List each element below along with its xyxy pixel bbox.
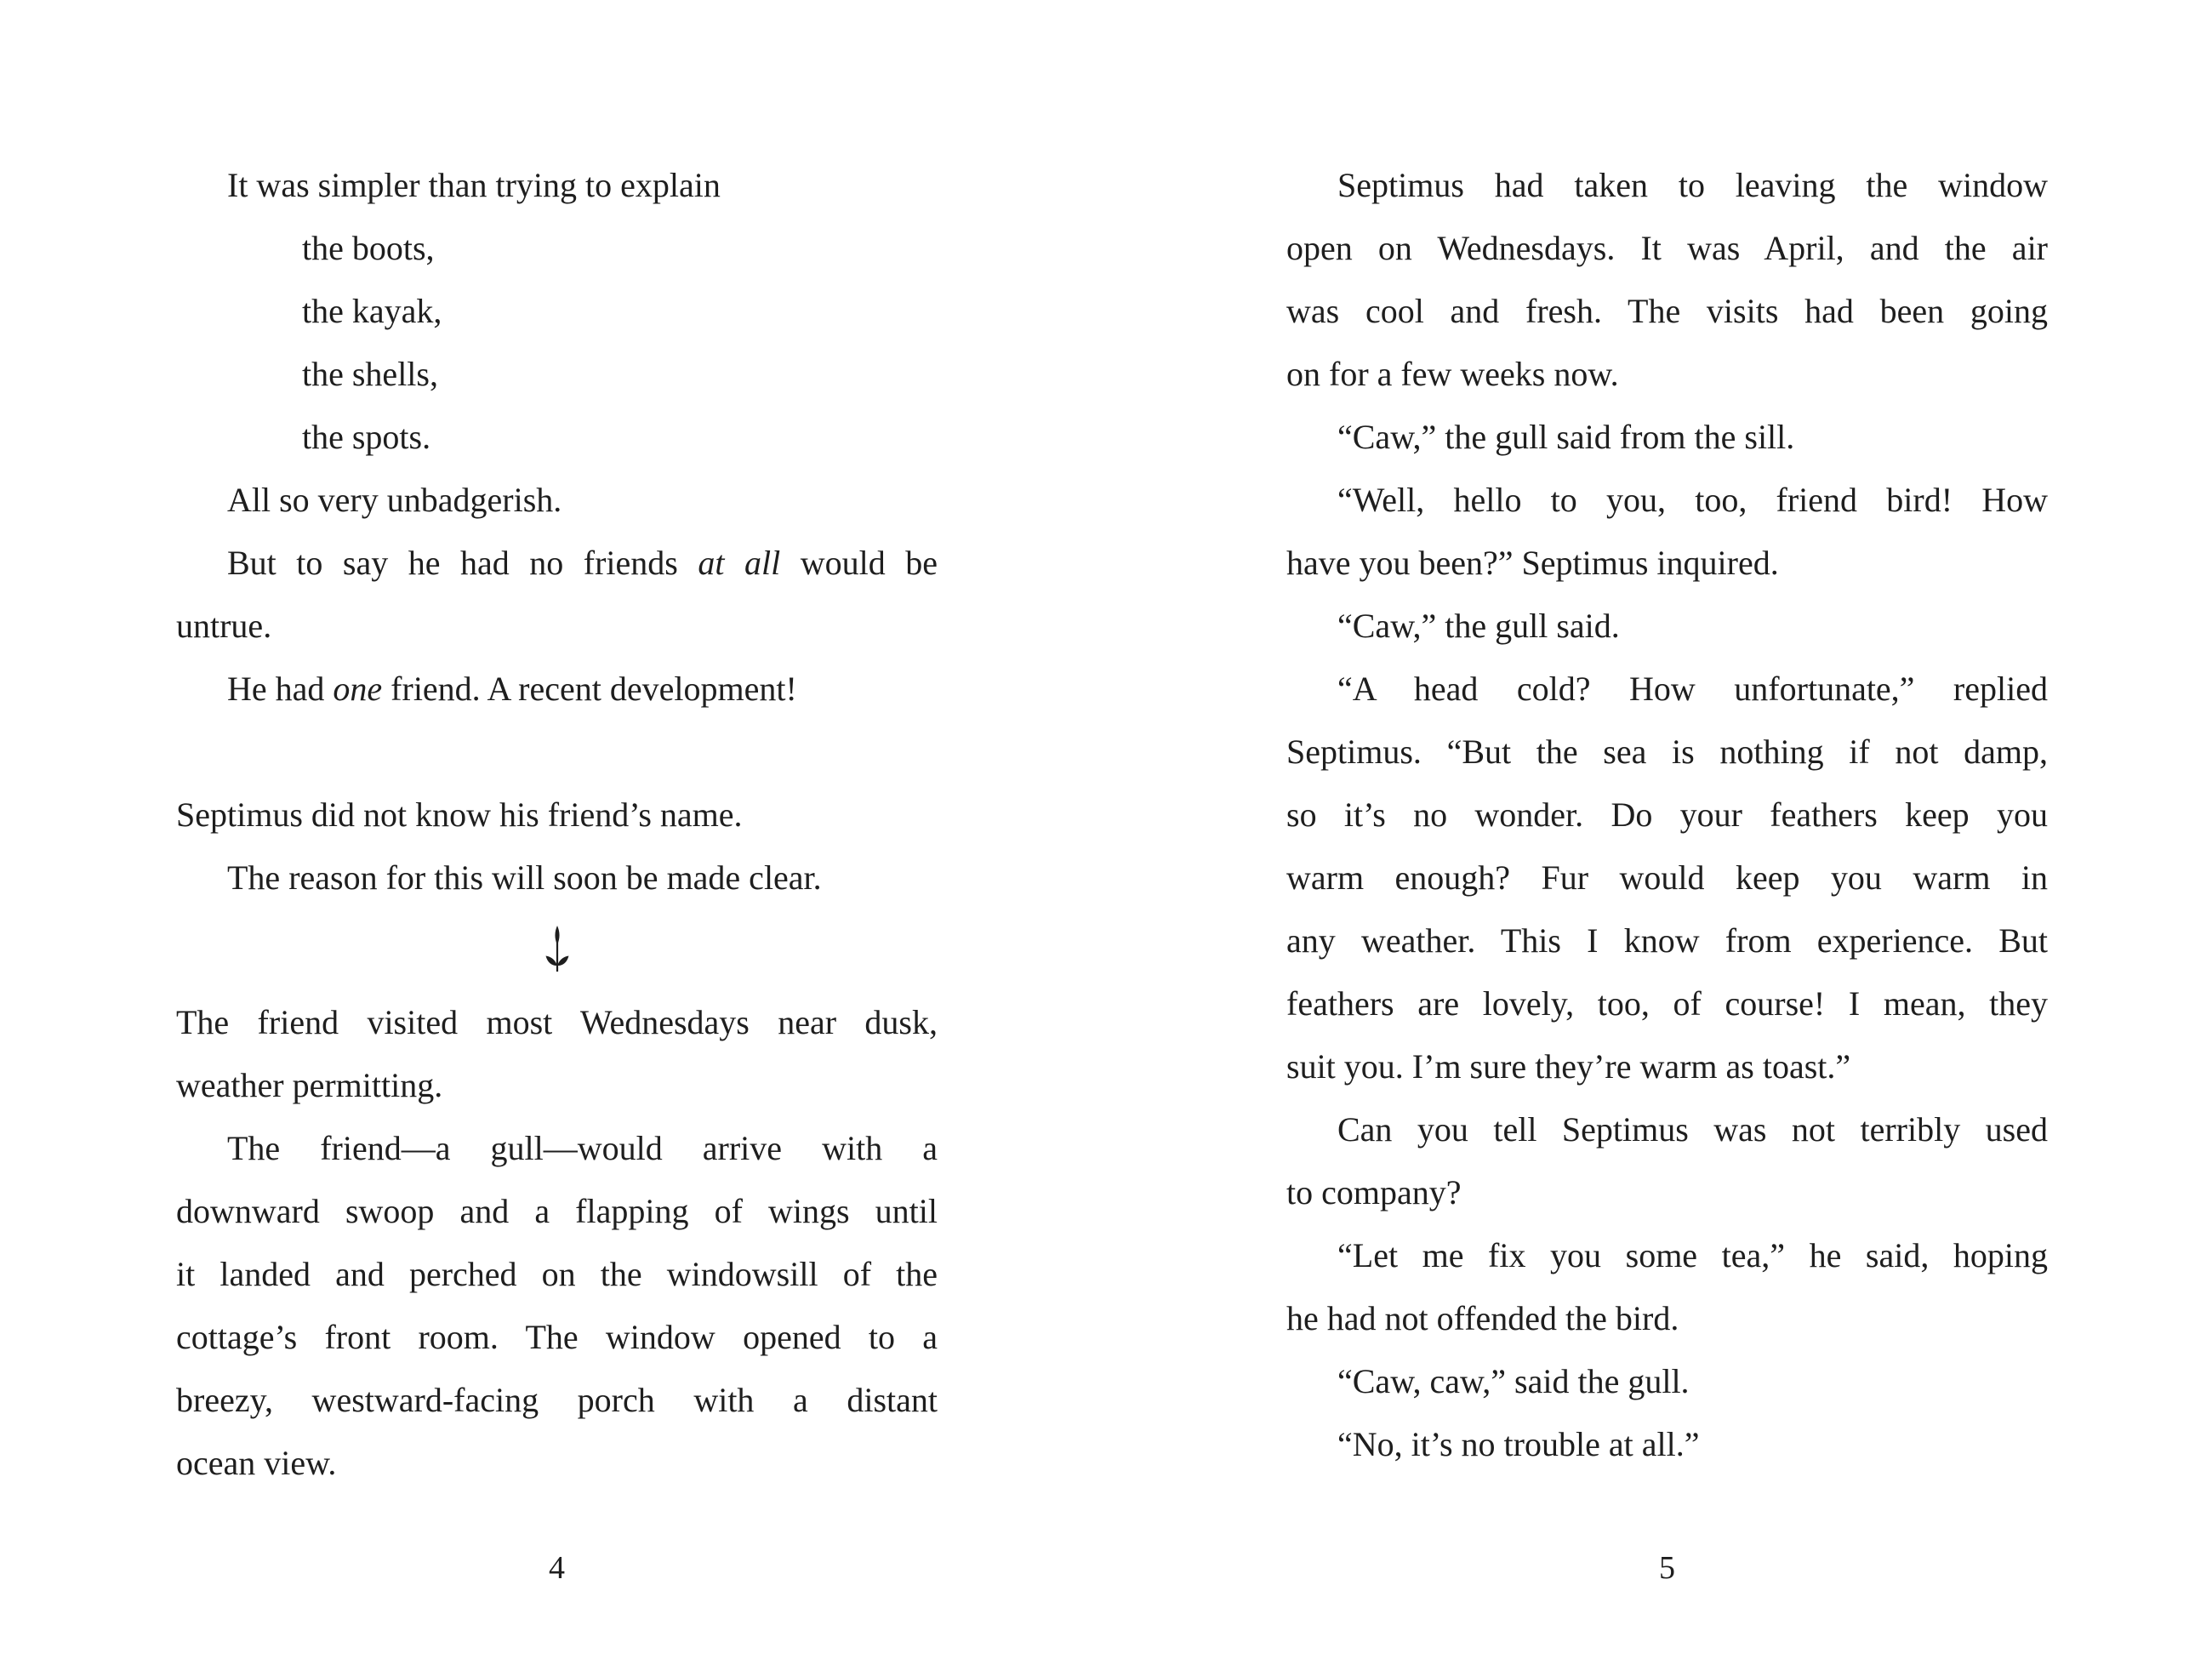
text-line <box>1286 595 2048 658</box>
text-segment: warm enough? Fur would keep you warm in <box>1286 858 2048 897</box>
text-segment: open on Wednesdays. It was April, and the air <box>1286 229 2048 267</box>
section-break-ornament <box>176 909 938 991</box>
text-line <box>1286 1350 2048 1413</box>
text-line <box>176 406 938 469</box>
text-segment: downward swoop and a flapping of wings until <box>176 1192 938 1230</box>
text-line <box>1286 1413 2048 1476</box>
text-line <box>1286 1161 2048 1224</box>
text-line <box>1286 784 2048 847</box>
text-segment: The reason for this will soon be made clear. <box>227 858 822 897</box>
text-segment: would be <box>780 544 938 582</box>
text-segment: ocean view. <box>176 1444 337 1482</box>
text-segment: suit you. I’m sure they’re warm as toast.” <box>1286 1047 1851 1086</box>
text-line <box>176 1054 938 1117</box>
right-page-number: 5 <box>1659 1550 1675 1586</box>
text-segment: the shells, <box>302 355 438 393</box>
text-segment: the boots, <box>302 229 435 267</box>
text-line <box>1286 972 2048 1035</box>
seedling-ornament-icon <box>544 926 570 975</box>
text-segment: untrue. <box>176 607 272 645</box>
text-segment: the kayak, <box>302 292 442 330</box>
text-line <box>176 532 938 595</box>
left-page-text <box>176 154 938 1495</box>
text-line <box>176 1243 938 1306</box>
text-segment: “Let me fix you some tea,” he said, hoping <box>1337 1236 2048 1274</box>
text-segment: friend. A recent development! <box>382 670 797 708</box>
text-segment: Septimus had taken to leaving the window <box>1337 166 2048 204</box>
text-segment: was cool and fresh. The visits had been going <box>1286 292 2048 330</box>
text-line <box>176 1306 938 1369</box>
text-line <box>176 847 938 909</box>
text-segment: breezy, westward-facing porch with a distant <box>176 1381 938 1419</box>
text-line <box>1286 217 2048 280</box>
text-segment: Septimus did not know his friend’s name. <box>176 795 743 834</box>
text-segment: Septimus. “But the sea is nothing if not damp, <box>1286 733 2048 771</box>
text-segment: “A head cold? How unfortunate,” replied <box>1337 670 2048 708</box>
text-segment: All so very unbadgerish. <box>227 481 562 519</box>
text-line <box>1286 532 2048 595</box>
text-segment: He had <box>227 670 334 708</box>
text-line <box>1286 343 2048 406</box>
text-segment: have you been?” Septimus inquired. <box>1286 544 1779 582</box>
text-segment: Can you tell Septimus was not terribly used <box>1337 1110 2048 1149</box>
text-line <box>176 217 938 280</box>
blank-line <box>176 721 938 784</box>
text-segment: on for a few weeks now. <box>1286 355 1619 393</box>
text-line <box>1286 280 2048 343</box>
text-line <box>1286 658 2048 721</box>
text-line <box>176 1369 938 1432</box>
text-segment: “Caw,” the gull said from the sill. <box>1337 418 1795 456</box>
text-line <box>1286 1098 2048 1161</box>
text-segment: it landed and perched on the windowsill of the <box>176 1255 938 1293</box>
text-segment: so it’s no wonder. Do your feathers keep you <box>1286 795 2048 834</box>
text-line <box>1286 1224 2048 1287</box>
text-line <box>176 469 938 532</box>
text-line <box>1286 469 2048 532</box>
text-line <box>1286 1035 2048 1098</box>
text-segment: he had not offended the bird. <box>1286 1299 1679 1337</box>
text-segment: It was simpler than trying to explain <box>227 166 721 204</box>
text-line <box>176 343 938 406</box>
text-line <box>176 1180 938 1243</box>
text-line <box>176 991 938 1054</box>
text-line <box>1286 721 2048 784</box>
text-line <box>176 1432 938 1495</box>
italic-text-segment: one <box>333 670 383 708</box>
text-line <box>176 280 938 343</box>
text-segment: “Caw,” the gull said. <box>1337 607 1620 645</box>
text-segment: “No, it’s no trouble at all.” <box>1337 1425 1700 1463</box>
right-page-text <box>1286 154 2048 1476</box>
left-page-number: 4 <box>549 1550 565 1586</box>
text-segment: the spots. <box>302 418 431 456</box>
text-line <box>176 658 938 721</box>
text-segment: cottage’s front room. The window opened to a <box>176 1318 938 1356</box>
text-line <box>176 1117 938 1180</box>
text-segment: “Caw, caw,” said the gull. <box>1337 1362 1690 1400</box>
text-segment: any weather. This I know from experience. But <box>1286 921 2048 960</box>
text-line <box>176 595 938 658</box>
text-segment: The friend—a gull—would arrive with a <box>227 1129 938 1167</box>
text-line <box>1286 1287 2048 1350</box>
text-segment: to company? <box>1286 1173 1462 1211</box>
text-segment: The friend visited most Wednesdays near dusk, <box>176 1003 938 1041</box>
text-line <box>1286 847 2048 909</box>
italic-text-segment: at all <box>698 544 781 582</box>
text-segment: But to say he had no friends <box>227 544 698 582</box>
text-line <box>1286 909 2048 972</box>
text-segment: feathers are lovely, too, of course! I mean, they <box>1286 984 2048 1023</box>
text-line <box>176 784 938 847</box>
text-segment: “Well, hello to you, too, friend bird! How <box>1337 481 2048 519</box>
text-line <box>1286 406 2048 469</box>
text-segment: weather permitting. <box>176 1066 443 1104</box>
text-line <box>176 154 938 217</box>
text-line <box>1286 154 2048 217</box>
